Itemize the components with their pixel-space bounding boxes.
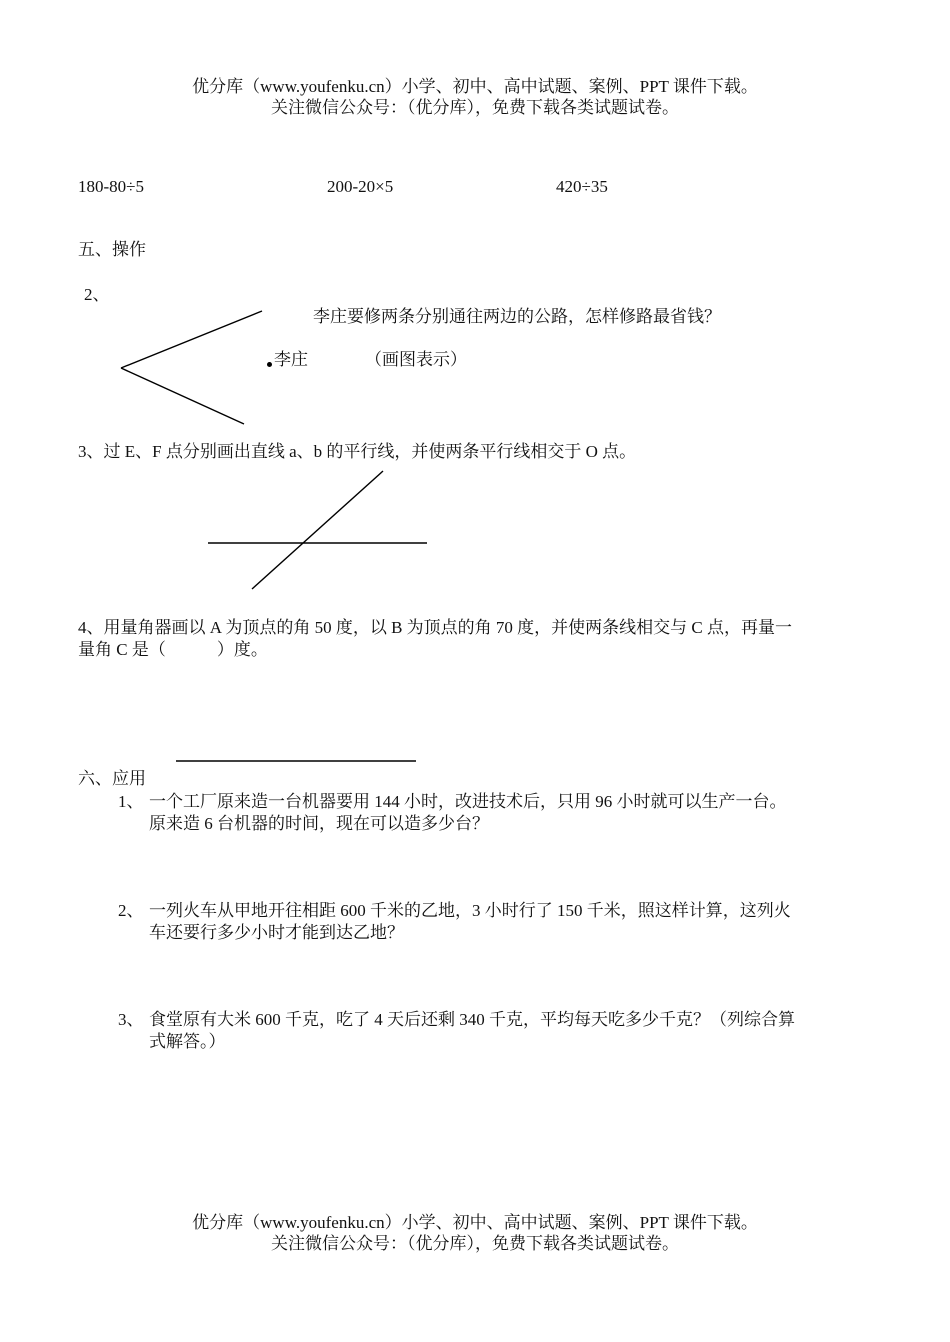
app-q2-line-2: 车还要行多少小时才能到达乙地？ [149,923,404,942]
section-6-title: 六、应用 [78,769,146,788]
calc-expression-1: 180-80÷5 [78,177,144,196]
q4-line-1: 4、用量角器画以 A 为顶点的角 50 度，以 B 为顶点的角 70 度，并使两条线相交与 C 点，再量一 [78,618,793,637]
q2-hint: （画图表示） [365,350,467,369]
app-q1-number: 1、 [118,792,144,811]
app-q2-line-1: 一列火车从甲地开往相距 600 千米的乙地，3 小时行了 150 千米，照这样计算，这列火 [149,901,791,920]
q2-point-label: 李庄 [274,350,308,369]
q4-line-2: 量角 C 是（ ）度。 [78,640,268,659]
footer-line-1: 优分库（www.youfenku.cn）小学、初中、高中试题、案例、PPT 课件下载。 [192,1213,758,1232]
header-line-1: 优分库（www.youfenku.cn）小学、初中、高中试题、案例、PPT 课件下载。 [192,77,758,96]
header-line-2: 关注微信公众号：（优分库），免费下载各类试题试卷。 [271,98,679,117]
calc-expression-2: 200-20×5 [327,177,394,196]
line-b [252,471,383,589]
app-q1-line-2: 原来造 6 台机器的时间，现在可以造多少台？ [149,814,489,833]
app-q3-line-1: 食堂原有大米 600 千克，吃了 4 天后还剩 340 千克，平均每天吃多少千克？（列综合算 [149,1010,795,1029]
app-q3-line-2: 式解答。） [149,1032,226,1051]
road-upper-line [121,311,262,368]
calc-expression-3: 420÷35 [556,177,608,196]
q3-text: 3、过 E、F 点分别画出直线 a、b 的平行线，并使两条平行线相交于 O 点。 [78,442,637,461]
app-q2-number: 2、 [118,901,144,920]
q2-number: 2、 [84,285,110,304]
footer-line-2: 关注微信公众号：（优分库），免费下载各类试题试卷。 [271,1234,679,1253]
road-lower-line [121,368,244,424]
section-5-title: 五、操作 [78,240,146,259]
q2-question: 李庄要修两条分别通往两边的公路，怎样修路最省钱？ [313,307,721,326]
app-q3-number: 3、 [118,1010,144,1029]
app-q1-line-1: 一个工厂原来造一台机器要用 144 小时，改进技术后，只用 96 小时就可以生产一台。 [149,792,787,811]
